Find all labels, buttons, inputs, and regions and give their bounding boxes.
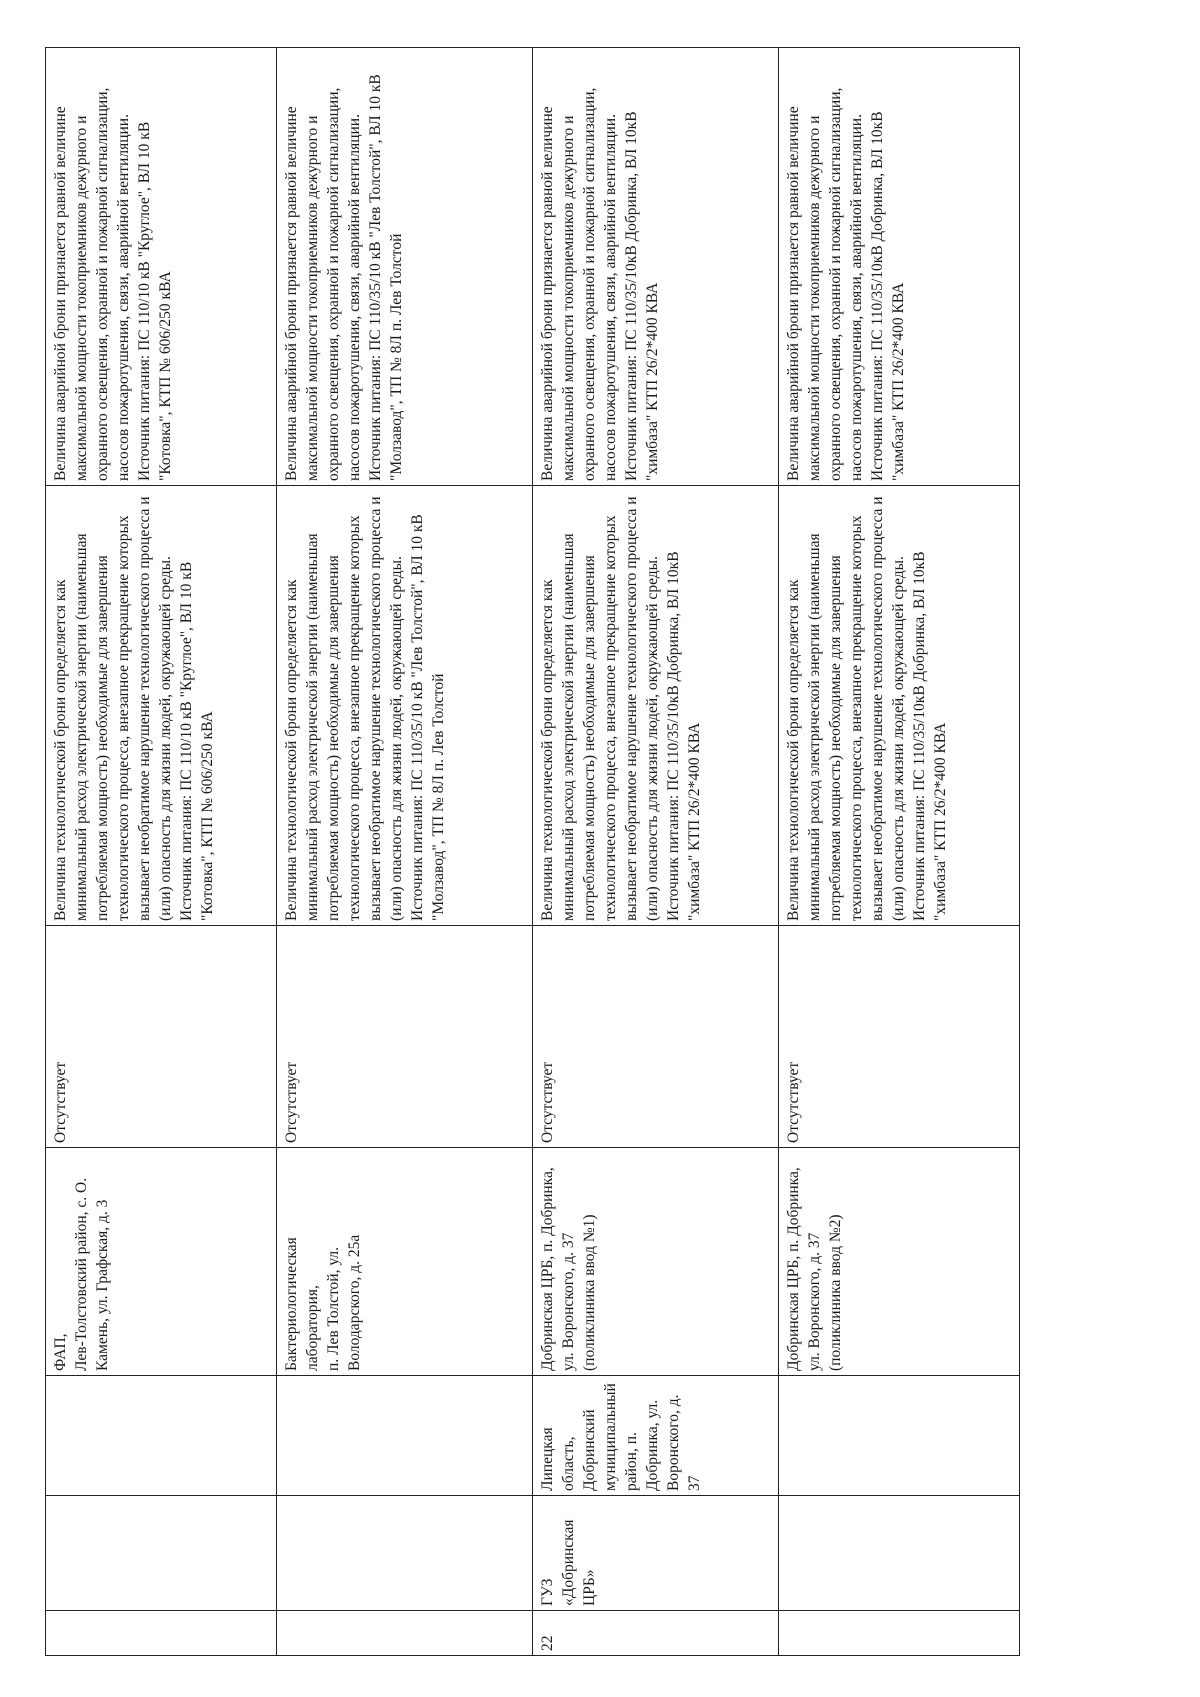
technological-reserve-cell: Величина технологической брони определяется как минимальный расход электрической энергии (наименьшая потребляемая мощность) необходимые для завершения технологического процесса, внезапное прекращение которых вызывает необратимое нарушение технологического процесса и (или) опасность для жизни людей, окружающей среды. Источник питания: ПС 110/35/10 кВ "Лев Толстой", ВЛ 10 кВ "Молзавод", ТП № 8Л п. Лев Толстой	[277, 486, 533, 926]
address-cell	[277, 1376, 533, 1496]
status-cell: Отсутствует	[533, 926, 779, 1148]
emergency-reserve-cell: Величина аварийной брони признается равной величине максимальной мощности токоприемников дежурного и охранного освещения, охранной и пожарной сигнализации, насосов пожаротушения, связи, аварийной вентиляции. Источник питания: ПС 110/35/10кВ Добринка, ВЛ 10кВ "химбаза" КТП 26/2*400 КВА	[779, 48, 1020, 486]
row-number-cell	[46, 1611, 277, 1656]
object-cell: ФАП, Лев-Толстовский район, с. О. Камень, ул. Графская, д. 3	[46, 1148, 277, 1376]
row-number-cell: 22	[533, 1611, 779, 1656]
address-cell	[779, 1376, 1020, 1496]
table-row	[46, 48, 277, 1656]
row-number-cell	[277, 1611, 533, 1656]
table-row	[533, 48, 779, 1656]
technological-reserve-cell: Величина технологической брони определяется как минимальный расход электрической энергии (наименьшая потребляемая мощность) необходимые для завершения технологического процесса, внезапное прекращение которых вызывает необратимое нарушение технологического процесса и (или) опасность для жизни людей, окружающей среды. Источник питания: ПС 110/35/10кВ Добринка, ВЛ 10кВ "химбаза" КТП 26/2*400 КВА	[533, 486, 779, 926]
organization-cell	[277, 1496, 533, 1611]
table-row	[779, 48, 1020, 1656]
status-cell: Отсутствует	[277, 926, 533, 1148]
power-reserve-table	[45, 47, 1020, 1656]
address-cell	[46, 1376, 277, 1496]
organization-cell	[779, 1496, 1020, 1611]
emergency-reserve-cell: Величина аварийной брони признается равной величине максимальной мощности токоприемников дежурного и охранного освещения, охранной и пожарной сигнализации, насосов пожаротушения, связи, аварийной вентиляции. Источник питания: ПС 110/10 кВ "Круглое", ВЛ 10 кВ "Котовка", КТП № 606/250 кВА	[46, 48, 277, 486]
status-cell: Отсутствует	[46, 926, 277, 1148]
emergency-reserve-cell: Величина аварийной брони признается равной величине максимальной мощности токоприемников дежурного и охранного освещения, охранной и пожарной сигнализации, насосов пожаротушения, связи, аварийной вентиляции. Источник питания: ПС 110/35/10 кВ "Лев Толстой", ВЛ 10 кВ "Молзавод", ТП № 8Л п. Лев Толстой	[277, 48, 533, 486]
address-cell: Липецкая область, Добринский муниципальный район, п. Добринка, ул. Воронского, д. 37	[533, 1376, 779, 1496]
organization-cell: ГУЗ «Добринская ЦРБ»	[533, 1496, 779, 1611]
emergency-reserve-cell: Величина аварийной брони признается равной величине максимальной мощности токоприемников дежурного и охранного освещения, охранной и пожарной сигнализации, насосов пожаротушения, связи, аварийной вентиляции. Источник питания: ПС 110/35/10кВ Добринка, ВЛ 10кВ "химбаза" КТП 26/2*400 КВА	[533, 48, 779, 486]
technological-reserve-cell: Величина технологической брони определяется как минимальный расход электрической энергии (наименьшая потребляемая мощность) необходимые для завершения технологического процесса, внезапное прекращение которых вызывает необратимое нарушение технологического процесса и (или) опасность для жизни людей, окружающей среды. Источник питания: ПС 110/10 кВ "Круглое", ВЛ 10 кВ "Котовка", КТП № 606/250 кВА	[46, 486, 277, 926]
technological-reserve-cell: Величина технологической брони определяется как минимальный расход электрической энергии (наименьшая потребляемая мощность) необходимые для завершения технологического процесса, внезапное прекращение которых вызывает необратимое нарушение технологического процесса и (или) опасность для жизни людей, окружающей среды. Источник питания: ПС 110/35/10кВ Добринка, ВЛ 10кВ "химбаза" КТП 26/2*400 КВА	[779, 486, 1020, 926]
organization-cell	[46, 1496, 277, 1611]
object-cell: Добринская ЦРБ, п. Добринка, ул. Воронского, д. 37 (поликлиника ввод №1)	[533, 1148, 779, 1376]
status-cell: Отсутствует	[779, 926, 1020, 1148]
rotated-table-container	[45, 48, 1045, 1656]
object-cell: Добринская ЦРБ, п. Добринка, ул. Воронского, д. 37 (поликлиника ввод №2)	[779, 1148, 1020, 1376]
object-cell: Бактериологическая лаборатория, п. Лев Толстой, ул. Володарского, д. 25а	[277, 1148, 533, 1376]
table-row	[277, 48, 533, 1656]
row-number-cell	[779, 1611, 1020, 1656]
